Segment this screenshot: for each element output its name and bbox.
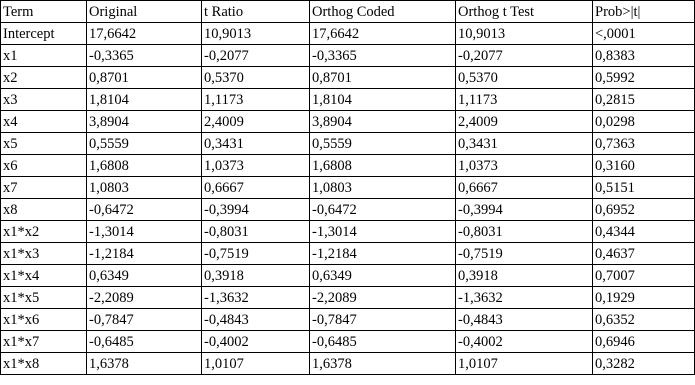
cell-term: x1*x2 xyxy=(1,221,87,243)
cell-orthog-t-test: -1,3632 xyxy=(456,287,593,309)
table-row xyxy=(1,23,695,45)
cell-prob-t: 0,8383 xyxy=(593,45,695,67)
cell-orthog-t-test: -0,4843 xyxy=(456,309,593,331)
cell-orthog-coded: -0,7847 xyxy=(310,309,456,331)
header-row xyxy=(1,1,695,23)
cell-orthog-coded: -1,2184 xyxy=(310,243,456,265)
cell-prob-t: 0,3282 xyxy=(593,353,695,375)
cell-t-ratio: -0,4002 xyxy=(202,331,310,353)
cell-prob-t: 0,5151 xyxy=(593,177,695,199)
cell-prob-t: 0,6946 xyxy=(593,331,695,353)
cell-prob-t: 0,3160 xyxy=(593,155,695,177)
cell-original: -0,7847 xyxy=(87,309,202,331)
cell-prob-t: 0,4637 xyxy=(593,243,695,265)
cell-t-ratio: 0,3431 xyxy=(202,133,310,155)
cell-orthog-t-test: 0,5370 xyxy=(456,67,593,89)
cell-t-ratio: 1,0107 xyxy=(202,353,310,375)
cell-t-ratio: 2,4009 xyxy=(202,111,310,133)
cell-term: Intercept xyxy=(1,23,87,45)
cell-original: 0,8701 xyxy=(87,67,202,89)
cell-term: x1*x6 xyxy=(1,309,87,331)
cell-orthog-t-test: 1,0107 xyxy=(456,353,593,375)
cell-orthog-t-test: -0,8031 xyxy=(456,221,593,243)
cell-orthog-coded: -2,2089 xyxy=(310,287,456,309)
cell-t-ratio: 10,9013 xyxy=(202,23,310,45)
cell-t-ratio: -0,2077 xyxy=(202,45,310,67)
cell-prob-t: 0,5992 xyxy=(593,67,695,89)
cell-prob-t: 0,6352 xyxy=(593,309,695,331)
cell-term: x4 xyxy=(1,111,87,133)
cell-original: 0,5559 xyxy=(87,133,202,155)
cell-orthog-t-test: -0,3994 xyxy=(456,199,593,221)
cell-orthog-coded: 0,5559 xyxy=(310,133,456,155)
cell-orthog-coded: 1,8104 xyxy=(310,89,456,111)
cell-term: x1 xyxy=(1,45,87,67)
cell-term: x5 xyxy=(1,133,87,155)
table-row xyxy=(1,331,695,353)
table-row xyxy=(1,133,695,155)
cell-prob-t: 0,1929 xyxy=(593,287,695,309)
cell-t-ratio: 0,3918 xyxy=(202,265,310,287)
cell-t-ratio: -1,3632 xyxy=(202,287,310,309)
cell-orthog-coded: 0,8701 xyxy=(310,67,456,89)
cell-orthog-t-test: 1,1173 xyxy=(456,89,593,111)
cell-original: -1,2184 xyxy=(87,243,202,265)
cell-orthog-t-test: 1,0373 xyxy=(456,155,593,177)
cell-term: x2 xyxy=(1,67,87,89)
cell-prob-t: 0,2815 xyxy=(593,89,695,111)
cell-t-ratio: 1,1173 xyxy=(202,89,310,111)
cell-orthog-t-test: -0,2077 xyxy=(456,45,593,67)
cell-original: 0,6349 xyxy=(87,265,202,287)
cell-term: x1*x8 xyxy=(1,353,87,375)
cell-original: 1,6378 xyxy=(87,353,202,375)
cell-prob-t: 0,6952 xyxy=(593,199,695,221)
cell-term: x8 xyxy=(1,199,87,221)
header-term: Term xyxy=(1,1,87,23)
cell-orthog-coded: 1,0803 xyxy=(310,177,456,199)
cell-term: x7 xyxy=(1,177,87,199)
cell-t-ratio: -0,8031 xyxy=(202,221,310,243)
cell-prob-t: 0,7007 xyxy=(593,265,695,287)
cell-original: -0,3365 xyxy=(87,45,202,67)
cell-orthog-coded: -1,3014 xyxy=(310,221,456,243)
header-original: Original xyxy=(87,1,202,23)
table-row xyxy=(1,243,695,265)
cell-original: -0,6472 xyxy=(87,199,202,221)
header-orthog-coded: Orthog Coded xyxy=(310,1,456,23)
table-row xyxy=(1,287,695,309)
header-prob-t: Prob>|t| xyxy=(593,1,695,23)
cell-prob-t: 0,0298 xyxy=(593,111,695,133)
cell-prob-t: 0,4344 xyxy=(593,221,695,243)
table-row xyxy=(1,199,695,221)
cell-t-ratio: -0,7519 xyxy=(202,243,310,265)
table-row xyxy=(1,353,695,375)
cell-orthog-t-test: 10,9013 xyxy=(456,23,593,45)
cell-orthog-coded: -0,6472 xyxy=(310,199,456,221)
cell-orthog-coded: 3,8904 xyxy=(310,111,456,133)
cell-original: 3,8904 xyxy=(87,111,202,133)
table-row xyxy=(1,89,695,111)
cell-orthog-coded: 0,6349 xyxy=(310,265,456,287)
cell-term: x6 xyxy=(1,155,87,177)
header-t-ratio: t Ratio xyxy=(202,1,310,23)
cell-original: 1,0803 xyxy=(87,177,202,199)
table-row xyxy=(1,67,695,89)
table-row xyxy=(1,221,695,243)
cell-term: x1*x3 xyxy=(1,243,87,265)
cell-original: -1,3014 xyxy=(87,221,202,243)
cell-original: -2,2089 xyxy=(87,287,202,309)
cell-orthog-t-test: 2,4009 xyxy=(456,111,593,133)
cell-term: x1*x4 xyxy=(1,265,87,287)
header-orthog-t-test: Orthog t Test xyxy=(456,1,593,23)
cell-term: x3 xyxy=(1,89,87,111)
cell-orthog-coded: -0,6485 xyxy=(310,331,456,353)
table-row xyxy=(1,265,695,287)
cell-orthog-t-test: -0,4002 xyxy=(456,331,593,353)
table-body xyxy=(1,23,695,375)
cell-orthog-coded: -0,3365 xyxy=(310,45,456,67)
cell-orthog-coded: 1,6808 xyxy=(310,155,456,177)
cell-term: x1*x5 xyxy=(1,287,87,309)
cell-t-ratio: 0,5370 xyxy=(202,67,310,89)
cell-orthog-t-test: 0,3918 xyxy=(456,265,593,287)
table-row xyxy=(1,309,695,331)
cell-prob-t: 0,7363 xyxy=(593,133,695,155)
cell-orthog-coded: 1,6378 xyxy=(310,353,456,375)
cell-t-ratio: 0,6667 xyxy=(202,177,310,199)
cell-term: x1*x7 xyxy=(1,331,87,353)
cell-original: 1,8104 xyxy=(87,89,202,111)
cell-original: 1,6808 xyxy=(87,155,202,177)
table-row xyxy=(1,45,695,67)
table-row xyxy=(1,155,695,177)
cell-orthog-t-test: 0,6667 xyxy=(456,177,593,199)
cell-orthog-t-test: 0,3431 xyxy=(456,133,593,155)
table-row xyxy=(1,177,695,199)
cell-t-ratio: -0,3994 xyxy=(202,199,310,221)
cell-orthog-coded: 17,6642 xyxy=(310,23,456,45)
cell-t-ratio: 1,0373 xyxy=(202,155,310,177)
cell-original: 17,6642 xyxy=(87,23,202,45)
cell-original: -0,6485 xyxy=(87,331,202,353)
table-row xyxy=(1,111,695,133)
cell-orthog-t-test: -0,7519 xyxy=(456,243,593,265)
cell-prob-t: <,0001 xyxy=(593,23,695,45)
cell-t-ratio: -0,4843 xyxy=(202,309,310,331)
